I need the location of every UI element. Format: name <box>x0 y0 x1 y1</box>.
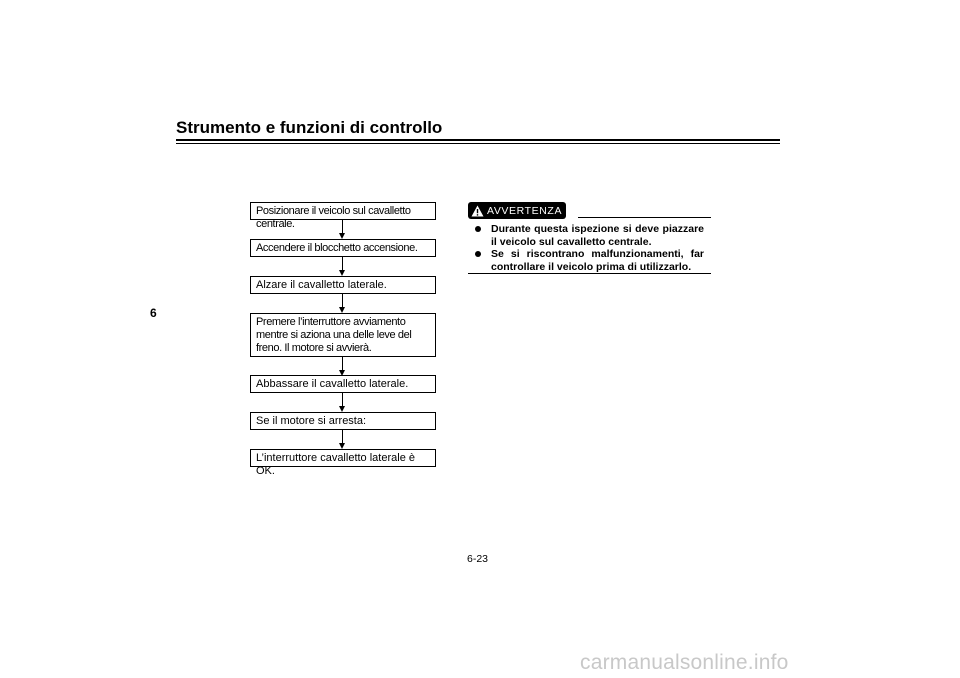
flow-step-4: Premere l’interruttore avviamento mentre si aziona una delle leve del freno. Il motore si avvierà. <box>250 313 436 357</box>
title-rule-thin <box>176 143 780 144</box>
warning-list <box>474 223 704 273</box>
flow-connector <box>342 257 343 271</box>
warning-item <box>474 248 704 273</box>
warning-rule-top <box>578 217 711 218</box>
bullet-icon <box>475 226 481 232</box>
bullet-icon <box>475 251 481 257</box>
flow-step-2: Accendere il blocchetto accensione. <box>250 239 436 257</box>
watermark: carmanualsonline.info <box>580 651 789 674</box>
flow-step-5: Abbassare il cavalletto laterale. <box>250 375 436 393</box>
flow-step-6: Se il motore si arresta: <box>250 412 436 430</box>
warning-item <box>474 223 704 248</box>
title-rule <box>176 139 780 141</box>
flow-step-3: Alzare il cavalletto laterale. <box>250 276 436 294</box>
flow-connector <box>342 393 343 407</box>
page-title: Strumento e funzioni di controllo <box>176 118 443 137</box>
chapter-tab: 6 <box>150 306 157 320</box>
warning-label-text: AVVERTENZA <box>487 204 563 217</box>
warning-label <box>468 202 566 219</box>
warning-triangle-icon <box>471 205 484 217</box>
flow-step-1: Posizionare il veicolo sul cavalletto centrale. <box>250 202 436 220</box>
flow-connector <box>342 220 343 234</box>
warning-rule-bottom <box>468 273 711 274</box>
warning-item-text: Durante questa ispezione si deve piazzare il veicolo sul cavalletto centrale. <box>491 223 704 248</box>
flow-connector <box>342 294 343 308</box>
flow-connector <box>342 357 343 371</box>
page-number: 6-23 <box>467 553 489 565</box>
flow-step-7: L’interruttore cavalletto laterale è OK. <box>250 449 436 467</box>
flow-connector <box>342 430 343 444</box>
warning-item-text: Se si riscontrano malfunzionamenti, far controllare il veicolo prima di utilizzarlo. <box>491 248 704 273</box>
